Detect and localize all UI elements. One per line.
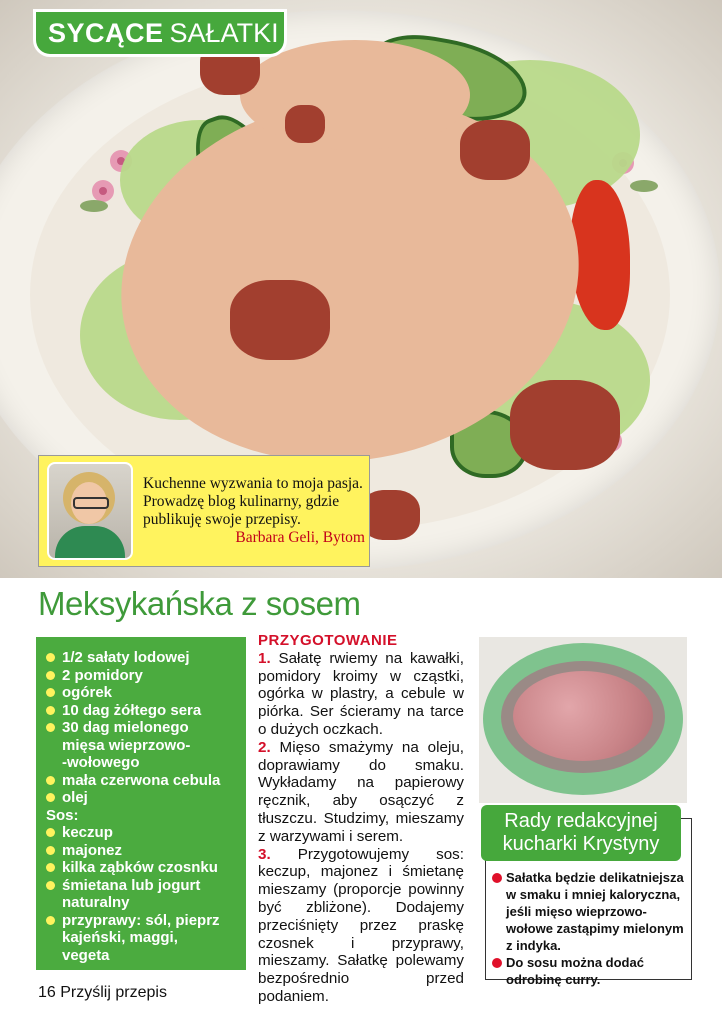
ingredient-item	[46, 824, 236, 842]
ingredient-text: 30 dag mielonego	[62, 719, 189, 736]
step-number: 2.	[258, 738, 271, 756]
ingredient-text: 10 dag żółtego sera	[62, 701, 202, 719]
ingredient-text: mała czerwona cebula	[62, 771, 221, 789]
ingredient-text: naturalny	[62, 894, 130, 911]
author-photo	[47, 462, 133, 560]
section-tag-light: SAŁATKI	[169, 17, 279, 48]
ingredient-item	[46, 719, 236, 737]
tips-heading-line1: Rady redakcyjnej	[504, 810, 658, 832]
plate-leaf-decor	[630, 180, 658, 192]
tips-body	[492, 869, 684, 988]
sauce	[240, 40, 470, 150]
tip-item	[492, 869, 684, 954]
ingredient-text: 2 pomidory	[62, 666, 143, 684]
ingredient-text: majonez	[62, 841, 123, 859]
minced-meat-photo	[479, 637, 687, 803]
ingredient-text: 1/2 sałaty lodowej	[62, 649, 190, 666]
minced-meat	[513, 671, 653, 761]
quote-body: Kuchenne wyzwania to moja pasja. Prowadzę blog kulinarny, gdzie publikuję swoje przepisy.	[143, 475, 363, 528]
ingredient-text: olej	[62, 789, 88, 806]
tip-text: Sałatka będzie delikatniejsza w smaku i mniej kaloryczna, jeśli mięso wieprzowo-wołowe zastąpimy mielonym z indyka.	[506, 870, 684, 953]
ingredients-box	[36, 637, 246, 970]
ingredient-item	[46, 859, 236, 877]
bullet-icon	[46, 793, 55, 802]
bullet-icon	[46, 776, 55, 785]
ingredient-item	[46, 754, 236, 772]
ingredient-item	[46, 807, 236, 825]
ingredient-text: przyprawy: sól, pieprz	[62, 911, 220, 929]
ingredient-text: kilka ząbków czosnku	[62, 859, 218, 876]
section-tag	[36, 12, 284, 54]
ingredient-text: Sos:	[46, 806, 79, 824]
meat-piece	[230, 280, 330, 360]
ingredient-item	[46, 772, 236, 790]
bullet-icon	[46, 863, 55, 872]
page-number: 16	[38, 984, 56, 1001]
ingredient-item	[46, 912, 236, 930]
ingredient-item	[46, 702, 236, 720]
preparation-step	[258, 650, 464, 739]
ingredient-text: keczup	[62, 824, 113, 841]
recipe-title: Meksykańska z sosem	[38, 585, 361, 622]
footer-section: Przyślij przepis	[60, 984, 167, 1001]
bullet-icon	[492, 958, 502, 968]
bullet-icon	[46, 653, 55, 662]
ingredient-item	[46, 789, 236, 807]
preparation-heading: PRZYGOTOWANIE	[258, 632, 398, 649]
step-number: 3.	[258, 845, 271, 863]
bullet-icon	[46, 846, 55, 855]
ingredient-text: mięsa wieprzowo-	[62, 736, 191, 754]
bullet-icon	[46, 723, 55, 732]
meat-piece	[460, 120, 530, 180]
ingredient-item	[46, 649, 236, 667]
quote-text	[143, 475, 365, 547]
step-text: Przygotowujemy sos: keczup, majonez i śmietanę mieszamy (proporcje powinny być zbliżone). Dodajemy przeciśnięty przez praskę czosnek i przyprawy, mieszamy. Sałatkę polewamy bezpośrednio przed podaniem.	[258, 845, 464, 1005]
tips-box	[485, 810, 692, 987]
ingredient-item	[46, 894, 236, 912]
plate-leaf-decor	[80, 200, 108, 212]
ingredient-text: ogórek	[62, 684, 113, 701]
tips-heading-line2: kucharki Krystyny	[502, 833, 660, 855]
step-text: Mięso smażymy na oleju, doprawiamy do smaku. Wykładamy na papierowy ręcznik, aby osączyć z tłuszczu. Studzimy, mieszamy z warzywami i serem.	[258, 738, 464, 845]
bullet-icon	[46, 881, 55, 890]
ingredient-item	[46, 737, 236, 755]
step-text: Sałatę rwiemy na kawałki, pomidory kroimy w cząstki, ogórka w plastry, a cebule w piórka. Ser ścieramy na tarce o dużych oczkach.	[258, 649, 464, 738]
preparation	[258, 632, 464, 1006]
page-footer	[38, 984, 167, 1002]
tip-text: Do sosu można dodać odrobinę curry.	[506, 955, 644, 987]
bullet-icon	[492, 873, 502, 883]
ingredient-text: śmietana lub jogurt	[62, 876, 201, 894]
preparation-step	[258, 846, 464, 1006]
bullet-icon	[46, 916, 55, 925]
ingredient-item	[46, 667, 236, 685]
ingredient-item	[46, 877, 236, 895]
ingredient-item	[46, 929, 236, 947]
bullet-icon	[46, 828, 55, 837]
ingredient-text: -wołowego	[62, 754, 140, 771]
bullet-icon	[46, 706, 55, 715]
step-number: 1.	[258, 649, 271, 667]
tips-heading	[481, 805, 681, 861]
tip-item	[492, 954, 684, 988]
plate-flower-decor	[92, 180, 114, 202]
ingredient-item	[46, 842, 236, 860]
ingredient-item	[46, 684, 236, 702]
ingredient-text: kajeński, maggi,	[62, 929, 178, 946]
ingredient-text: vegeta	[62, 946, 110, 964]
quote-author: Barbara Geli, Bytom	[235, 529, 365, 546]
bullet-icon	[46, 688, 55, 697]
reader-quote-box	[38, 455, 370, 567]
bullet-icon	[46, 671, 55, 680]
section-tag-bold: SYCĄCE	[48, 17, 164, 48]
ingredient-item	[46, 947, 236, 965]
meat-piece	[510, 380, 620, 470]
ingredients-list	[46, 649, 236, 964]
preparation-step	[258, 739, 464, 846]
meat-piece	[285, 105, 325, 143]
